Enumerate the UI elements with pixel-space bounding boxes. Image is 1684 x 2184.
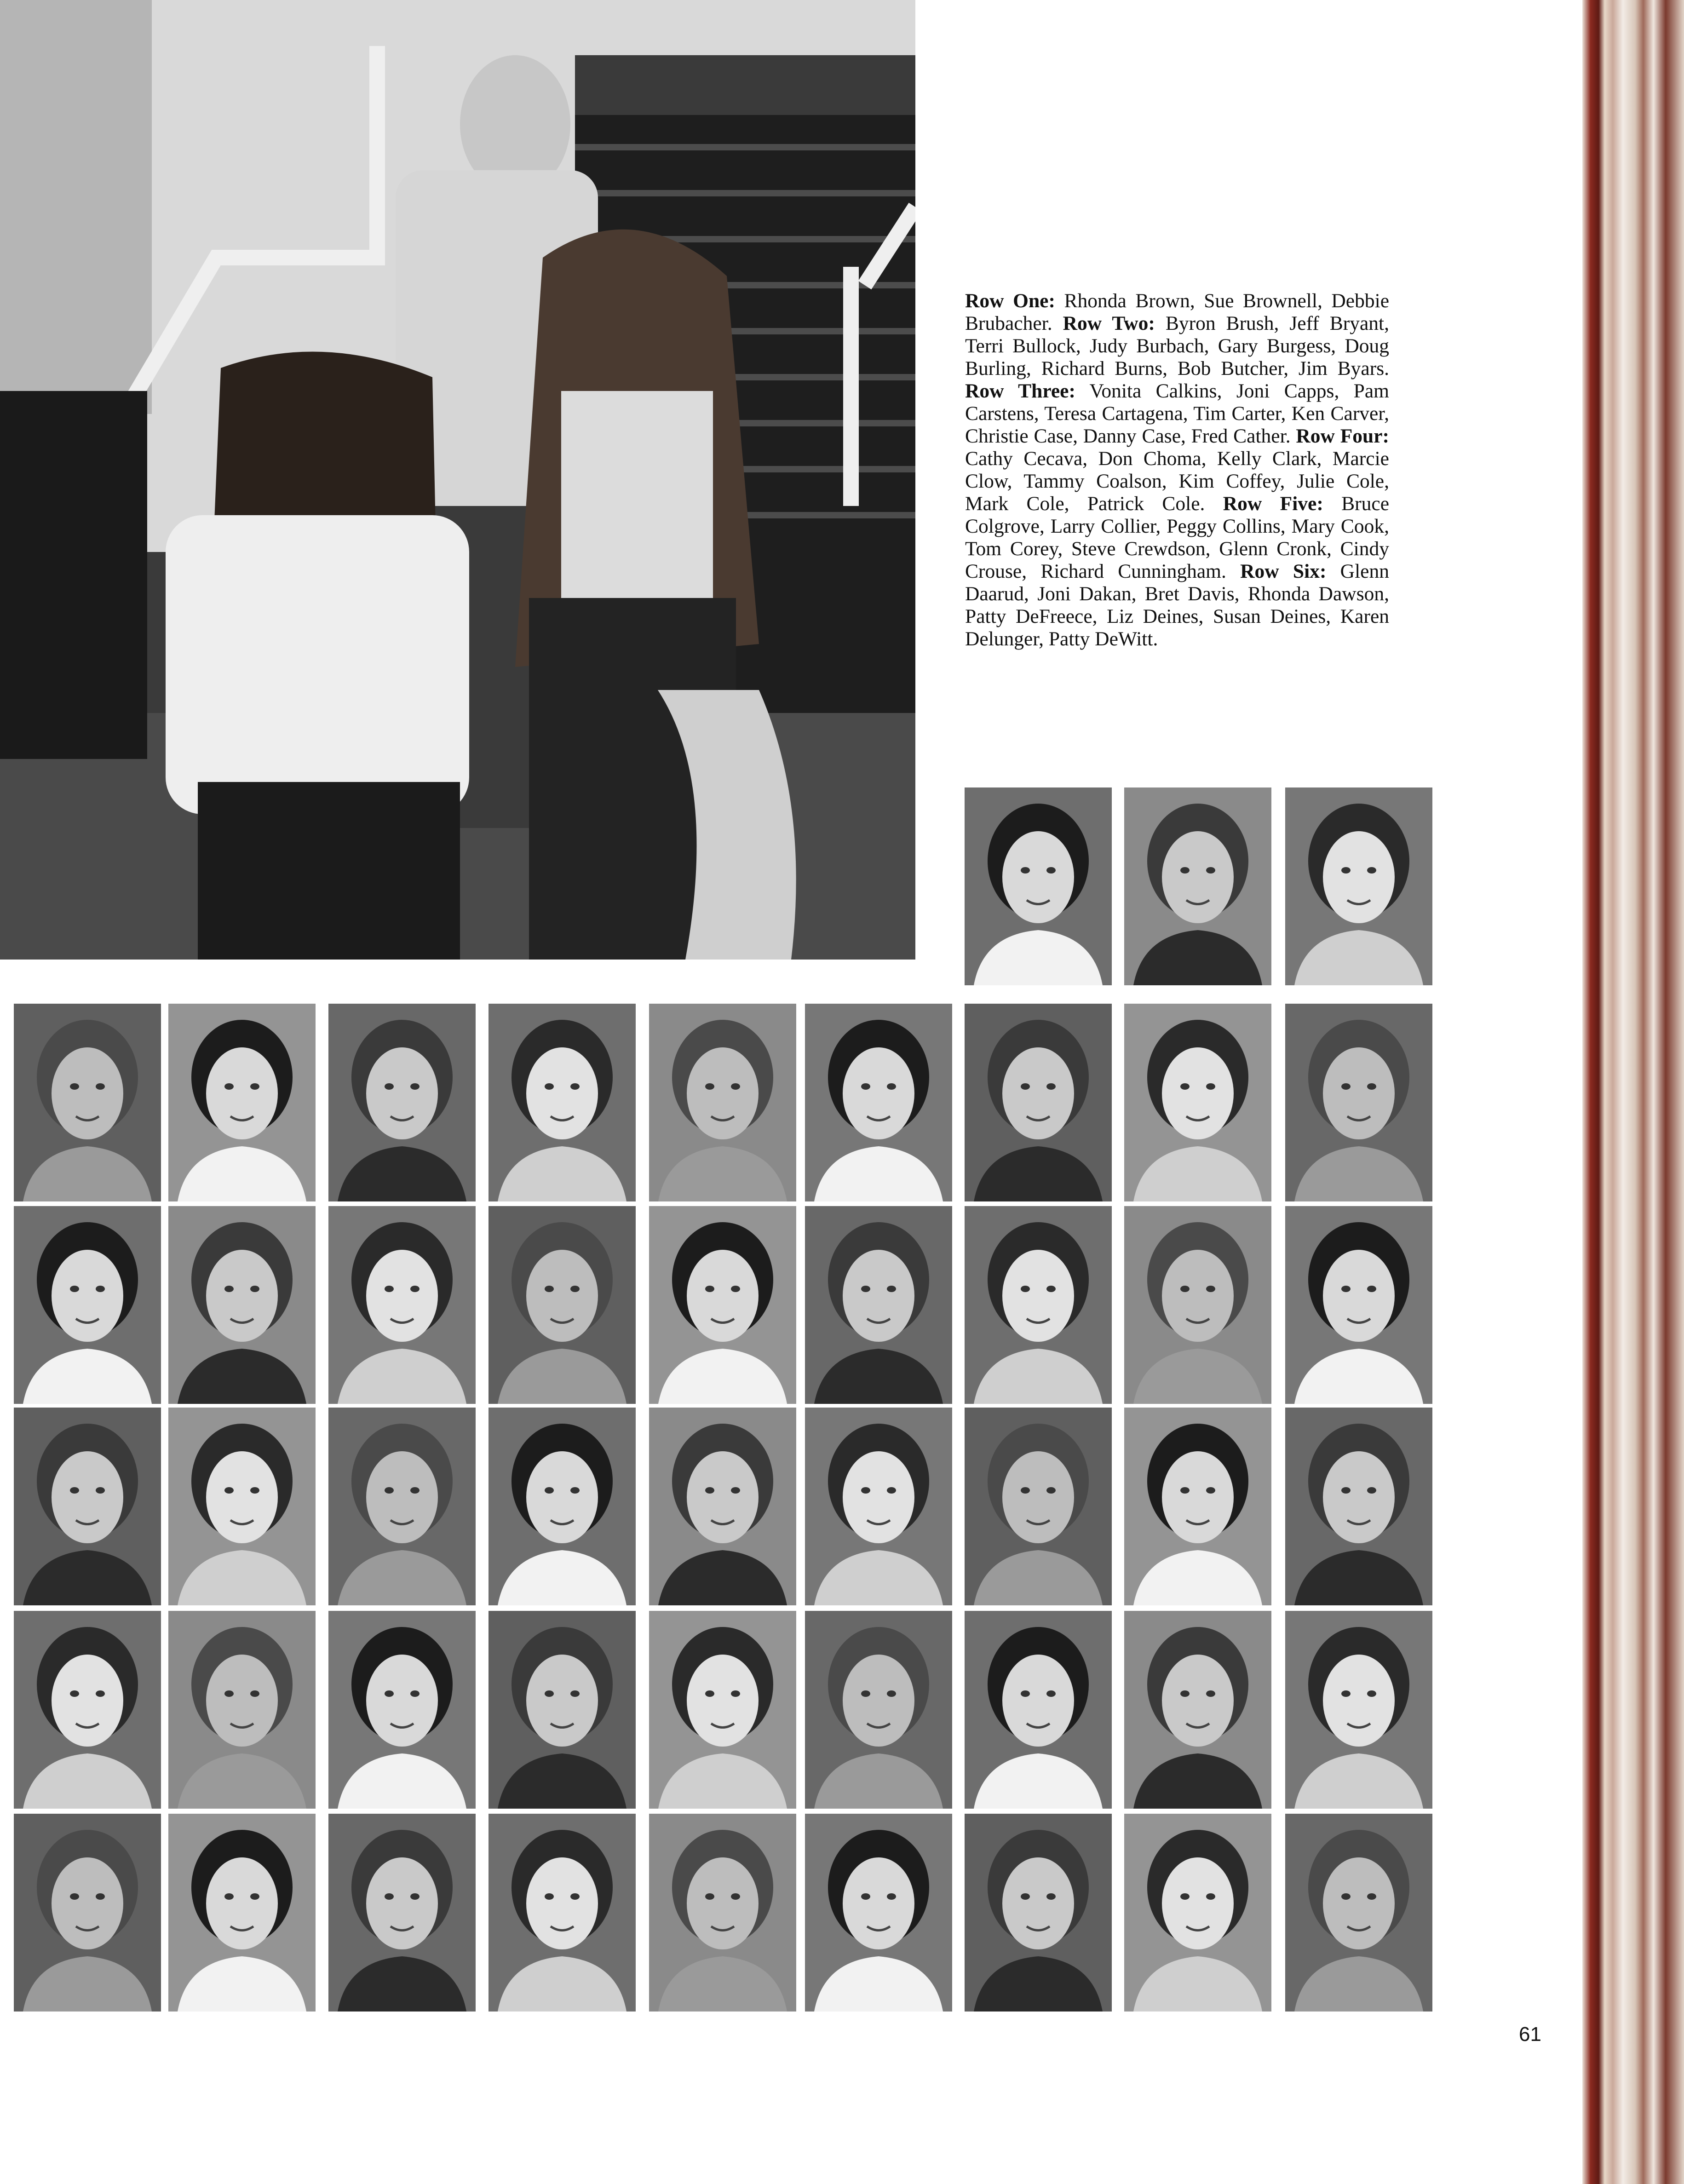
student-portrait	[649, 1611, 796, 1809]
book-page-edge	[1582, 0, 1684, 2184]
student-portrait	[1285, 1004, 1432, 1201]
caption-row-names: Cathy Cecava, Don Choma, Kelly Clark, Marcie Clow, Tammy Coalson, Kim Coffey, Julie Cole, Mark Cole, Patrick Cole.	[965, 448, 1389, 515]
student-portrait	[649, 1408, 796, 1605]
student-portrait	[649, 1206, 796, 1404]
student-portrait	[489, 1206, 636, 1404]
student-portrait	[489, 1814, 636, 2012]
student-portrait	[168, 1814, 316, 2012]
caption-row-label: Row Three:	[965, 380, 1075, 402]
page-number: 61	[1519, 2023, 1541, 2046]
student-portrait	[805, 1408, 952, 1605]
student-portrait	[965, 1206, 1112, 1404]
student-portrait	[328, 1004, 476, 1201]
student-portrait	[805, 1004, 952, 1201]
student-portrait	[328, 1611, 476, 1809]
student-portrait	[1285, 787, 1432, 985]
caption-row-names: Bruce Colgrove, Larry Collier, Peggy Collins, Mary Cook, Tom Corey, Steve Crewdson, Glenn Cronk, Cindy Crouse, Richard Cunningham.	[965, 493, 1389, 582]
student-portrait	[168, 1408, 316, 1605]
student-portrait	[168, 1206, 316, 1404]
student-portrait	[14, 1611, 161, 1809]
student-portrait	[1285, 1814, 1432, 2012]
student-portrait	[965, 787, 1112, 985]
student-portrait	[1285, 1206, 1432, 1404]
caption-row-names: Glenn Daarud, Joni Dakan, Bret Davis, Rhonda Dawson, Patty DeFreece, Liz Deines, Susan Deines, Karen Delunger, Patty DeWitt.	[965, 560, 1389, 650]
student-portrait	[805, 1206, 952, 1404]
student-portrait	[14, 1004, 161, 1201]
student-portrait	[328, 1814, 476, 2012]
caption-row-label: Row Five:	[1223, 493, 1323, 515]
student-portrait	[649, 1814, 796, 2012]
student-portrait	[965, 1408, 1112, 1605]
student-portrait	[965, 1814, 1112, 2012]
student-portrait	[14, 1814, 161, 2012]
student-portrait	[14, 1206, 161, 1404]
caption-row-names: Vonita Calkins, Joni Capps, Pam Carstens, Teresa Cartagena, Tim Carter, Ken Carver, Christie Case, Danny Case, Fred Cather.	[965, 380, 1390, 447]
student-portrait	[328, 1206, 476, 1404]
student-portrait	[489, 1408, 636, 1605]
student-portrait	[489, 1004, 636, 1201]
student-portrait	[1124, 1206, 1271, 1404]
student-portrait	[965, 1611, 1112, 1809]
caption-row-label: Row Six:	[1240, 560, 1327, 582]
student-portrait	[1124, 1611, 1271, 1809]
student-portrait	[805, 1814, 952, 2012]
student-portrait	[805, 1611, 952, 1809]
student-portrait	[1124, 1408, 1271, 1605]
student-portrait	[14, 1408, 161, 1605]
student-portrait	[489, 1611, 636, 1809]
photo-caption	[965, 290, 1389, 650]
caption-row-label: Row Four:	[1296, 425, 1389, 447]
student-portrait	[168, 1004, 316, 1201]
student-portrait	[1124, 787, 1271, 985]
student-portrait	[1285, 1408, 1432, 1605]
student-portrait	[168, 1611, 316, 1809]
caption-row-names: Byron Brush, Jeff Bryant, Terri Bullock, Judy Burbach, Gary Burgess, Doug Burling, Richard Burns, Bob Butcher, Jim Byars.	[965, 312, 1390, 379]
student-portrait	[328, 1408, 476, 1605]
student-portrait	[965, 1004, 1112, 1201]
student-portrait	[1124, 1004, 1271, 1201]
caption-row-names: Rhonda Brown, Sue Brownell, Debbie Brubacher.	[965, 290, 1389, 334]
stairway-photo	[0, 0, 915, 960]
student-portrait	[649, 1004, 796, 1201]
student-portrait	[1124, 1814, 1271, 2012]
caption-row-label: Row Two:	[1063, 312, 1155, 334]
student-portrait	[1285, 1611, 1432, 1809]
caption-row-label: Row One:	[965, 290, 1055, 312]
